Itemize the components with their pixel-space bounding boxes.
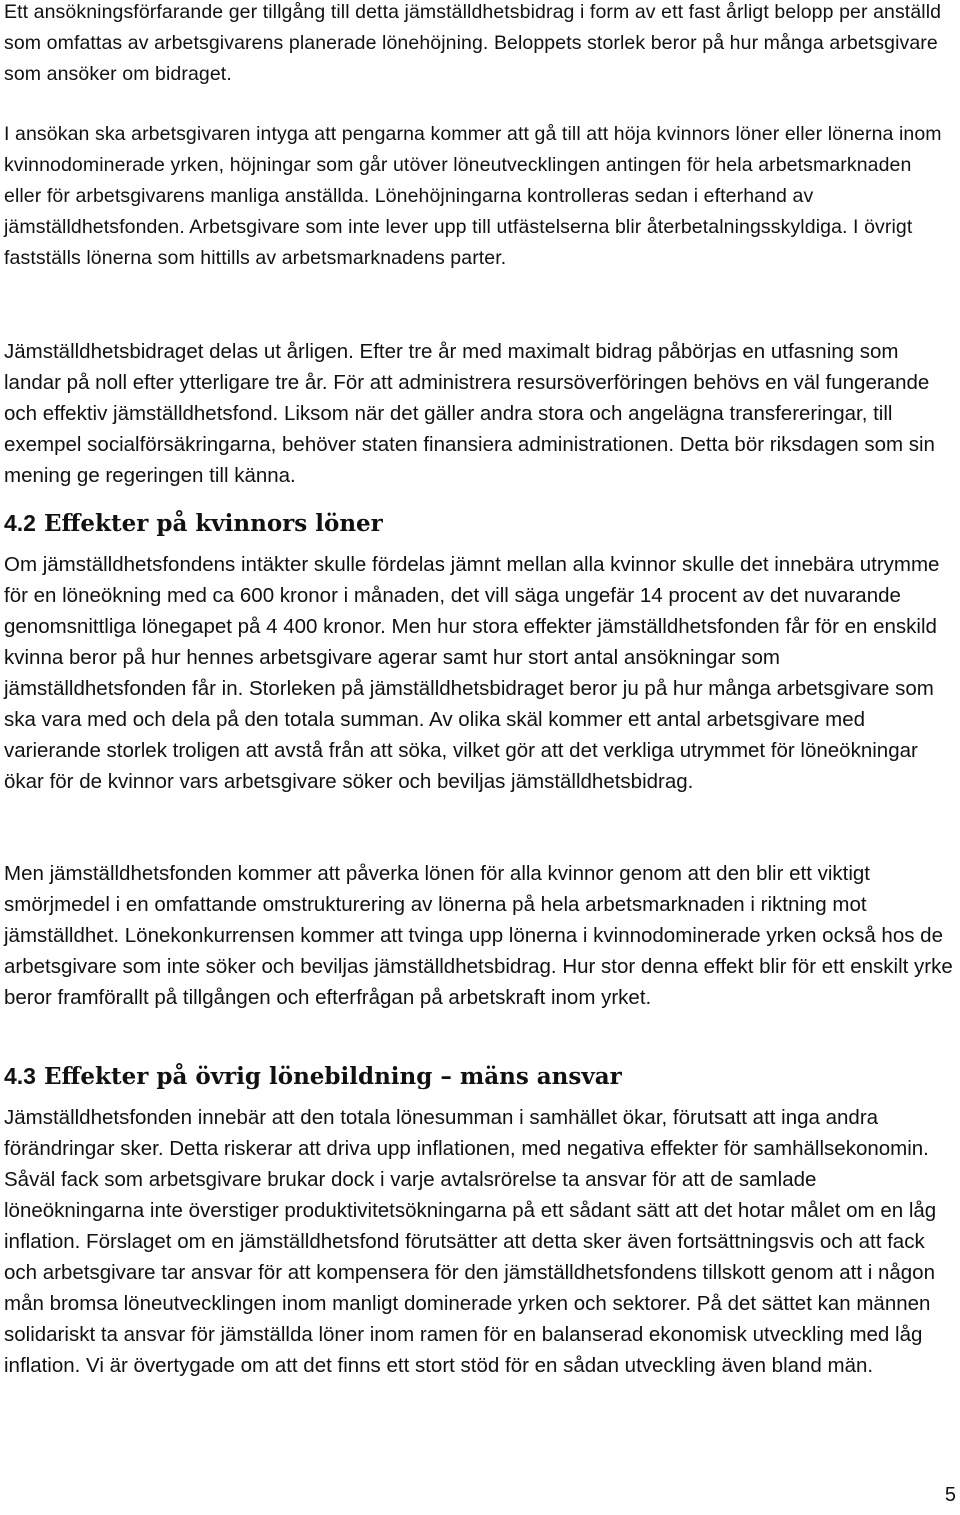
- paragraph-effects-womens-wages: Om jämställdhetsfondens intäkter skulle fördelas jämnt mellan alla kvinnor skulle det innebära utrymme för en löneökning med ca 600 kronor i månaden, det vill säga ungefär 14 procent av det nuvarande genomsnittliga lönegapet på 4 400 kronor. Men hur stora effekter jämställdhetsfonden får för en enskild kvinna beror på hur hennes arbetsgivare agerar samt hur stort antal ansökningar som jämställdhetsfonden får in. Storleken på jämställdhetsbidraget beror ju på hur många arbetsgivare som ska vara med och dela på den totala summan. Av olika skäl kommer ett antal arbetsgivare med varierande storlek troligen att avstå från att söka, vilket gör att det verkliga utrymmet för löneökningar ökar för de kvinnor vars arbetsgivare söker och beviljas jämställdhetsbidrag.: [4, 553, 940, 793]
- paragraph-annual-distribution: Jämställdhetsbidraget delas ut årligen. Efter tre år med maximalt bidrag påbörjas en utfasning som landar på noll efter ytterligare tre år. För att administrera resursöverföringen behövs en väl fungerande och effektiv jämställdhetsfond. Liksom när det gäller andra stora och angelägna transfereringar, till exempel socialförsäkringarna, behöver staten finansiera administrationen. Detta bör riksdagen som sin mening ge regeringen till känna.: [4, 340, 935, 487]
- paragraph-mens-responsibility: Jämställdhetsfonden innebär att den totala lönesumman i samhället ökar, förutsatt att inga andra förändringar sker. Detta riskerar att driva upp inflationen, med negativa effekter för samhällsekonomin. Såväl fack som arbetsgivare brukar dock i varje avtalsrörelse ta ansvar för att de samlade löneökningarna inte överstiger produktivitetsökningarna på ett sådant sätt att det hotar målet om en låg inflation. Förslaget om en jämställdhetsfond förutsätter att detta sker även fortsättningsvis och att fack och arbetsgivare tar ansvar för att kompensera för den jämställdhetsfondens tillskott genom att i någon mån bromsa löneutvecklingen inom manligt dominerade yrken och sektorer. På det sättet kan männen solidariskt ta ansvar för jämställda löner inom ramen för en balanserad ekonomisk utveckling med låg inflation. Vi är övertygade om att det finns ett stort stöd för en sådan utveckling även bland män.: [4, 1106, 937, 1377]
- section-number: 4.3: [4, 1063, 36, 1089]
- section-title: Effekter på kvinnors löner: [44, 510, 383, 537]
- paragraph-application-procedure: Ett ansökningsförfarande ger tillgång till detta jämställdhetsbidrag i form av ett fast årligt belopp per anställd som omfattas av arbetsgivarens planerade lönehöjning. Beloppets storlek beror på hur många arbetsgivare som ansöker om bidraget.: [4, 1, 942, 85]
- paragraph-employer-certification: I ansökan ska arbetsgivaren intyga att pengarna kommer att gå till att höja kvinnors löner eller lönerna inom kvinnodominerade yrken, höjningar som går utöver löneutvecklingen antingen för hela arbetsmarknaden eller för arbetsgivarens manliga anställda. Lönehöjningarna kontrolleras sedan i efterhand av jämställdhetsfonden. Arbetsgivare som inte lever upp till utfästelserna blir återbetalningsskyldiga. I övrigt fastställs lönerna som hittills av arbetsmarknadens parter.: [4, 123, 942, 269]
- section-title: Effekter på övrig lönebildning – mäns ansvar: [44, 1063, 622, 1090]
- paragraph-wage-restructuring: Men jämställdhetsfonden kommer att påverka lönen för alla kvinnor genom att den blir ett viktigt smörjmedel i en omfattande omstrukturering av lönerna på hela arbetsmarknaden i riktning mot jämställdhet. Lönekonkurrensen kommer att tvinga upp lönerna i kvinnodominerade yrken också hos de arbetsgivare som inte söker och beviljas jämställdhetsbidrag. Hur stor denna effekt blir för ett enskilt yrke beror framförallt på tillgången och efterfrågan på arbetskraft inom yrket.: [4, 862, 953, 1009]
- section-number: 4.2: [4, 510, 36, 536]
- document-page: [4, 0, 954, 1515]
- section-heading-4-3: [4, 1063, 622, 1090]
- section-heading-4-2: [4, 510, 383, 537]
- page-number: 5: [944, 1484, 956, 1506]
